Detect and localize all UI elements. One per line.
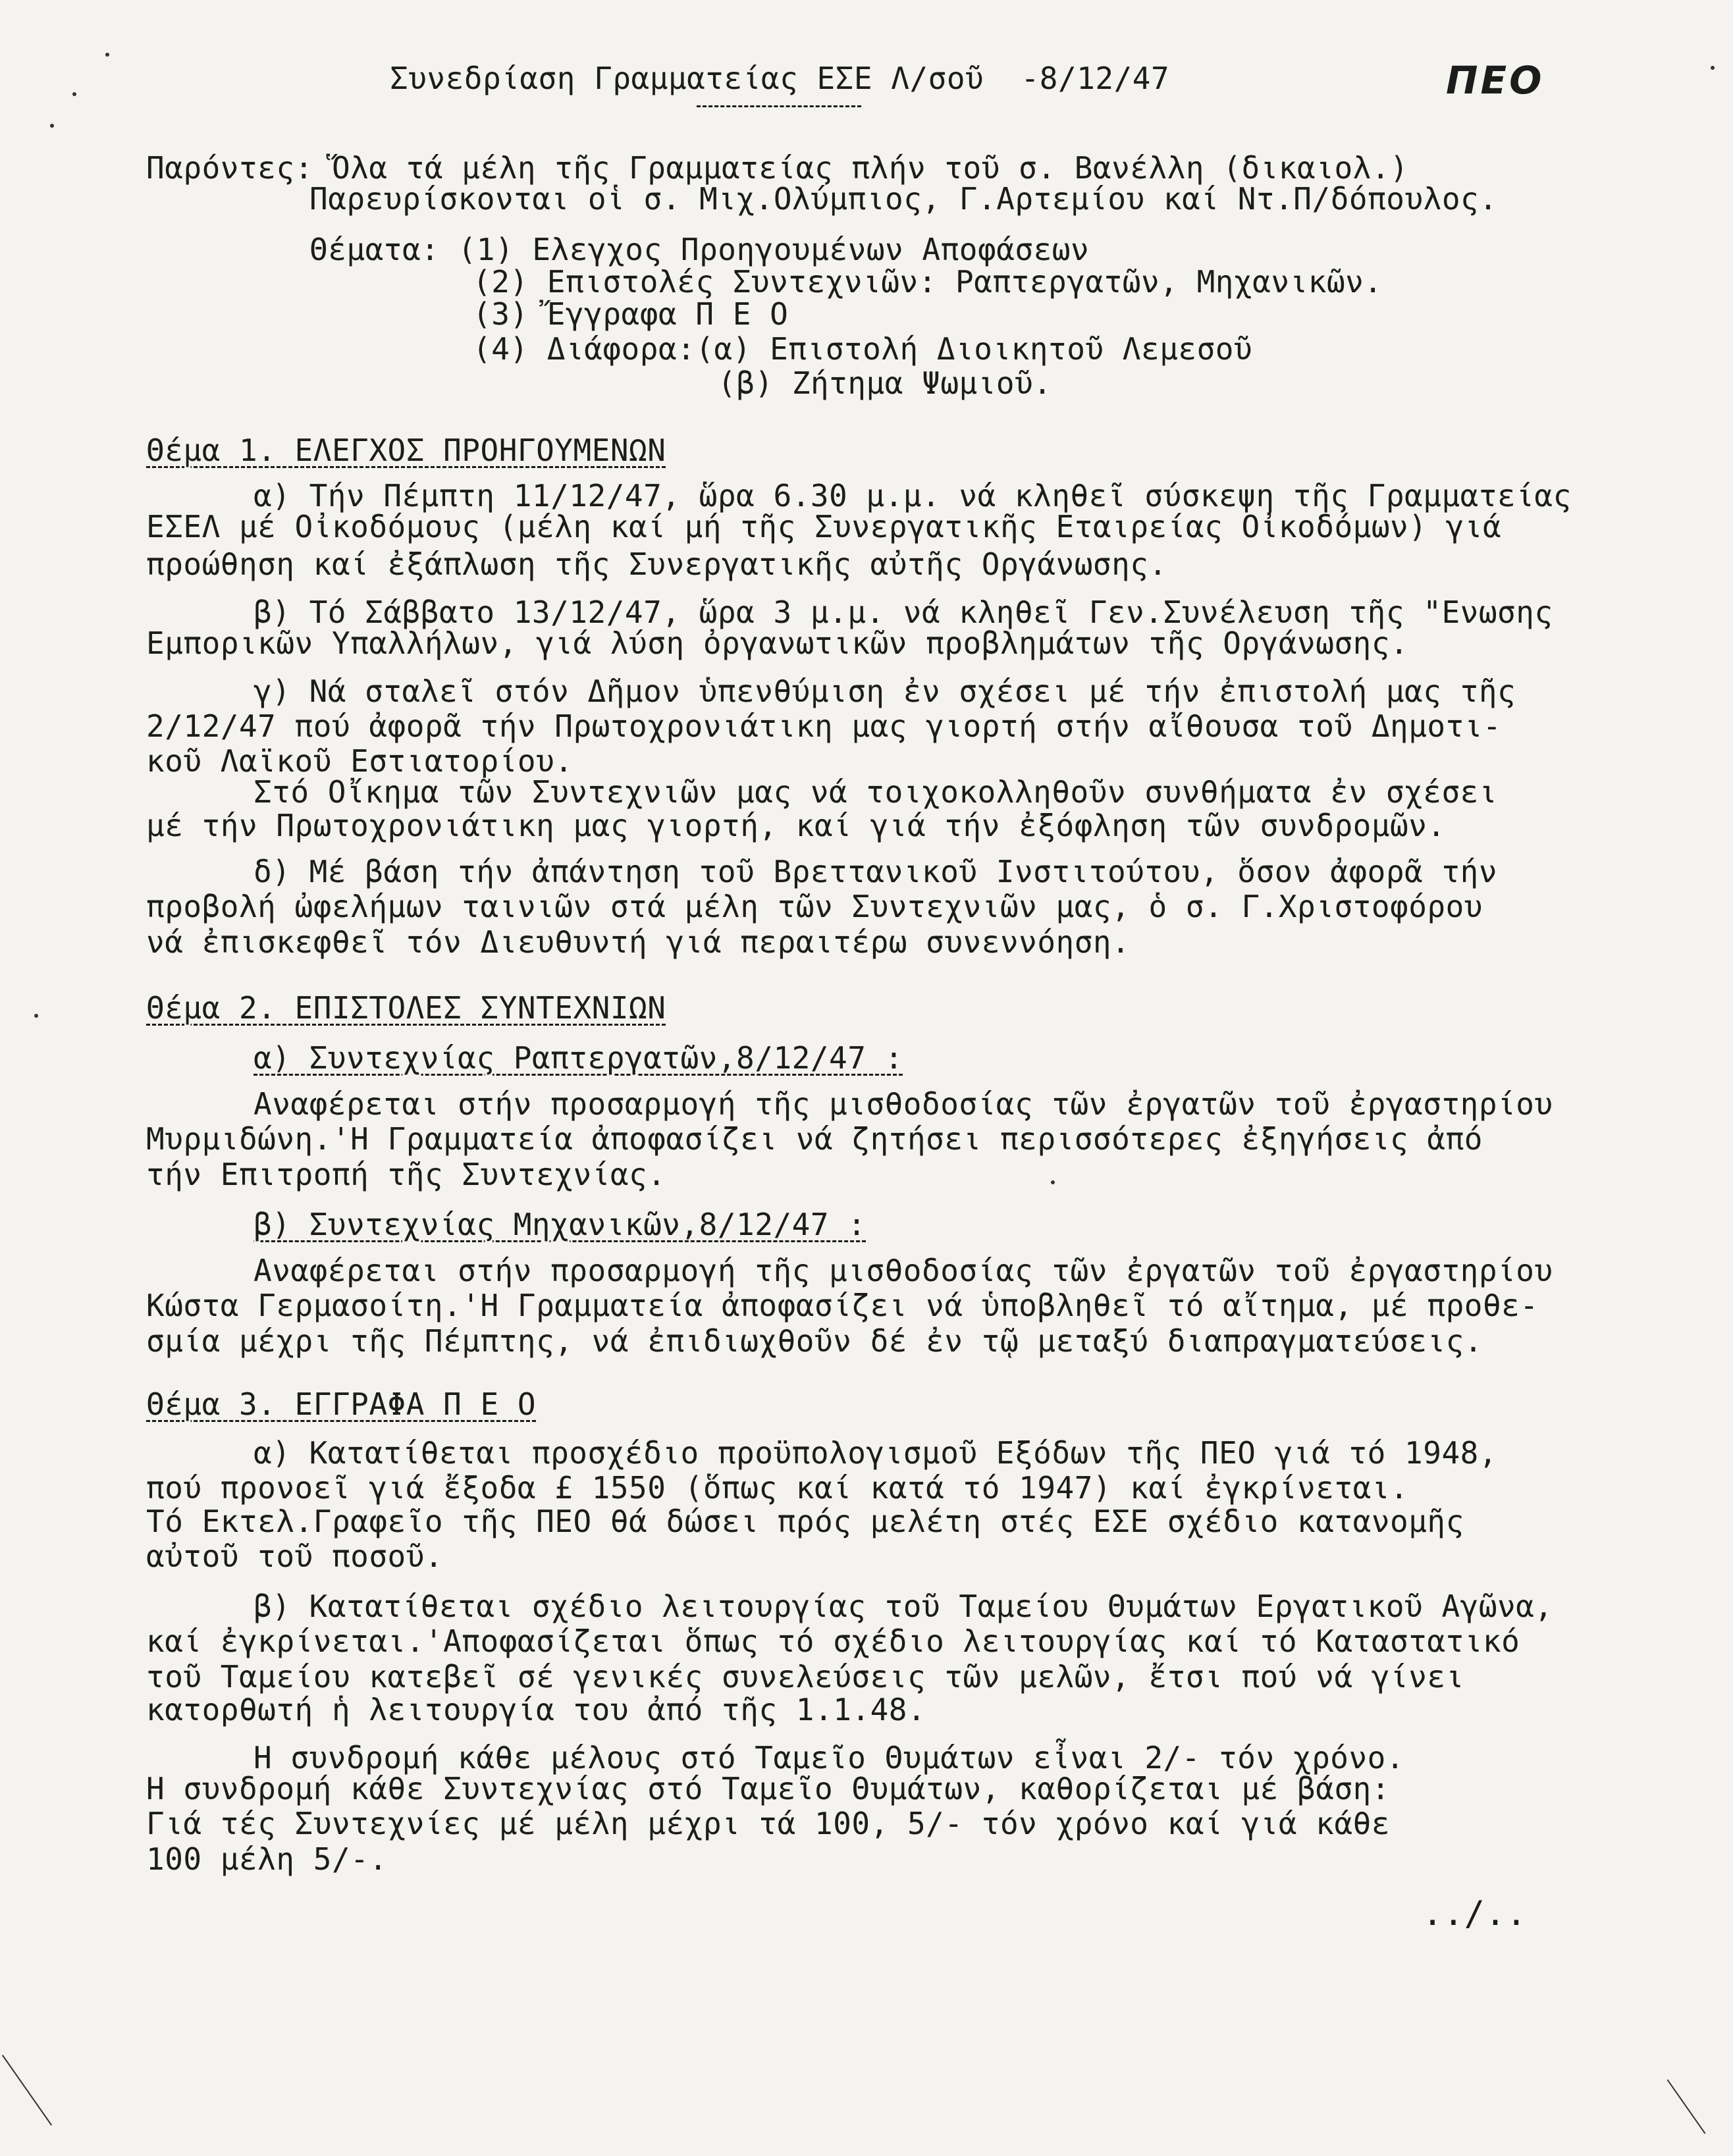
- scan-speck: [105, 53, 109, 57]
- s1-a-line1: α) Τήν Πέμπτη 11/12/47, ὥρα 6.30 μ.μ. νά κληθεῖ σύσκεψη τῆς Γραμματείας: [253, 478, 1572, 513]
- s2-a-heading: α) Συντεχνίας Ραπτεργατῶν,8/12/47 :: [253, 1040, 903, 1076]
- agenda-item-1: Θέματα: (1) Ελεγχος Προηγουμένων Αποφάσεων: [309, 232, 1090, 267]
- agenda-item-4b: (β) Ζήτημα Ψωμιοῦ.: [718, 365, 1052, 401]
- scan-speck: [1051, 1180, 1055, 1184]
- scan-speck: [1711, 66, 1715, 70]
- handwritten-peo: ΠΕΟ: [1446, 58, 1545, 103]
- s2-a-line3: τήν Επιτροπή τῆς Συντεχνίας.: [146, 1157, 666, 1192]
- s2-a-line2: Μυρμιδώνη.'Η Γραμματεία ἀποφασίζει νά ζητήσει περισσότερες ἐξηγήσεις ἀπό: [146, 1121, 1483, 1157]
- attendance-also: Παρευρίσκονται οἱ σ. Μιχ.Ολύμπιος, Γ.Αρτεμίου καί Ντ.Π/δόπουλος.: [309, 181, 1498, 217]
- scan-edge-mark: [1667, 2079, 1706, 2134]
- s1-d-line2: προβολή ὠφελήμων ταινιῶν στά μέλη τῶν Συντεχνιῶν μας, ὁ σ. Γ.Χριστοφόρου: [146, 889, 1483, 924]
- s3-b-line4: κατορθωτή ἡ λειτουργία του ἀπό τῆς 1.1.48.: [146, 1692, 926, 1727]
- s1-c-line1: γ) Νά σταλεῖ στόν Δῆμον ὑπενθύμιση ἐν σχέσει μέ τήν ἐπιστολή μας τῆς: [253, 673, 1516, 709]
- s2-b-line3: σμία μέχρι τῆς Πέμπτης, νά ἐπιδιωχθοῦν δέ ἐν τῷ μεταξύ διαπραγματεύσεις.: [146, 1323, 1483, 1359]
- agenda-item-2: (2) Επιστολές Συντεχνιῶν: Ραπτεργατῶν, Μηχανικῶν.: [473, 264, 1383, 300]
- scan-speck: [72, 92, 76, 96]
- s2-b-line2: Κώστα Γερμασοίτη.'Η Γραμματεία ἀποφασίζει νά ὑποβληθεῖ τό αἴτημα, μέ προθε-: [146, 1288, 1539, 1323]
- section-1-heading: Θέμα 1. ΕΛΕΓΧΟΣ ΠΡΟΗΓΟΥΜΕΝΩΝ: [146, 433, 666, 468]
- s1-c-line2: 2/12/47 πού ἀφορᾶ τήν Πρωτοχρονιάτικη μας γιορτή στήν αἴθουσα τοῦ Δημοτι-: [146, 708, 1502, 744]
- s3-b-line2: καί ἐγκρίνεται.'Αποφασίζεται ὅπως τό σχέδιο λειτουργίας καί τό Καταστατικό: [146, 1623, 1520, 1659]
- s1-d-line1: δ) Μέ βάση τήν ἀπάντηση τοῦ Βρεττανικοῦ Ινστιτούτου, ὅσον ἀφορᾶ τήν: [253, 854, 1498, 889]
- s2-b-heading: β) Συντεχνίας Μηχανικῶν,8/12/47 :: [253, 1207, 866, 1242]
- s3-c-line1: Η συνδρομή κάθε μέλους στό Ταμεῖο Θυμάτων εἶναι 2/- τόν χρόνο.: [253, 1740, 1405, 1775]
- document-title: Συνεδρίαση Γραμματείας ΕΣΕ Λ/σοῦ -8/12/47: [390, 61, 1170, 96]
- s3-b-line3: τοῦ Ταμείου κατεβεῖ σέ γενικές συνελεύσεις τῶν μελῶν, ἔτσι πού νά γίνει: [146, 1659, 1464, 1695]
- s1-c-line5: μέ τήν Πρωτοχρονιάτικη μας γιορτή, καί γιά τήν ἐξόφληση τῶν συνδρομῶν.: [146, 808, 1446, 843]
- s3-a-line3: Τό Εκτελ.Γραφεῖο τῆς ΠΕΟ θά δώσει πρός μελέτη στές ΕΣΕ σχέδιο κατανομῆς: [146, 1504, 1464, 1539]
- s1-a-line3: προώθηση καί ἐξάπλωση τῆς Συνεργατικῆς αὐτῆς Οργάνωσης.: [146, 546, 1167, 582]
- s1-b-line1: β) Τό Σάββατο 13/12/47, ὥρα 3 μ.μ. νά κληθεῖ Γεν.Συνέλευση τῆς "Ενωσης: [253, 594, 1553, 630]
- section-2-heading: Θέμα 2. ΕΠΙΣΤΟΛΕΣ ΣΥΝΤΕΧΝΙΩΝ: [146, 990, 666, 1026]
- s1-b-line2: Εμπορικῶν Υπαλλήλων, γιά λύση ὀργανωτικῶν προβλημάτων τῆς Οργάνωσης.: [146, 625, 1409, 661]
- scan-speck: [34, 1014, 38, 1018]
- attendance-present: Παρόντες: Ὅλα τά μέλη τῆς Γραμματείας πλήν τοῦ σ. Βανέλλη (δικαιολ.): [146, 150, 1409, 186]
- s3-c-line3: Γιά τές Συντεχνίες μέ μέλη μέχρι τά 100, 5/- τόν χρόνο καί γιά κάθε: [146, 1806, 1391, 1841]
- continued-mark: ../..: [1422, 1894, 1528, 1933]
- s3-a-line1: α) Κατατίθεται προσχέδιο προϋπολογισμοῦ Εξόδων τῆς ΠΕΟ γιά τό 1948,: [253, 1435, 1498, 1471]
- agenda-item-3: (3) Ἔγγραφα Π Ε Ο: [473, 296, 789, 332]
- section-3-heading: Θέμα 3. ΕΓΓΡΑΦΑ Π Ε Ο: [146, 1386, 537, 1422]
- s2-b-line1: Αναφέρεται στήν προσαρμογή τῆς μισθοδοσίας τῶν ἐργατῶν τοῦ ἐργαστηρίου: [253, 1253, 1553, 1288]
- s3-c-line4: 100 μέλη 5/-.: [146, 1841, 388, 1877]
- s1-c-line4: Στό Οἴκημα τῶν Συντεχνιῶν μας νά τοιχοκολληθοῦν συνθήματα ἐν σχέσει: [253, 774, 1498, 810]
- title-underline: [697, 105, 861, 107]
- s3-b-line1: β) Κατατίθεται σχέδιο λειτουργίας τοῦ Ταμείου Θυμάτων Εργατικοῦ Αγῶνα,: [253, 1589, 1553, 1624]
- scan-speck: [50, 124, 54, 128]
- scan-edge-mark: [2, 2055, 52, 2126]
- s3-a-line2: πού προνοεῖ γιά ἔξοδα £ 1550 (ὅπως καί κατά τό 1947) καί ἐγκρίνεται.: [146, 1470, 1409, 1506]
- s1-d-line3: νά ἐπισκεφθεῖ τόν Διευθυντή γιά περαιτέρω συνεννόηση.: [146, 924, 1131, 960]
- s3-a-line4: αὐτοῦ τοῦ ποσοῦ.: [146, 1538, 444, 1574]
- s1-a-line2: ΕΣΕΛ μέ Οἰκοδόμους (μέλη καί μή τῆς Συνεργατικῆς Εταιρείας Οἰκοδόμων) γιά: [146, 509, 1502, 544]
- agenda-item-4: (4) Διάφορα:(α) Επιστολή Διοικητοῦ Λεμεσοῦ: [473, 331, 1253, 367]
- s1-c-line3: κοῦ Λαϊκοῦ Εστιατορίου.: [146, 743, 573, 779]
- s3-c-line2: Η συνδρομή κάθε Συντεχνίας στό Ταμεῖο Θυμάτων, καθορίζεται μέ βάση:: [146, 1771, 1391, 1806]
- s2-a-line1: Αναφέρεται στήν προσαρμογή τῆς μισθοδοσίας τῶν ἐργατῶν τοῦ ἐργαστηρίου: [253, 1086, 1553, 1122]
